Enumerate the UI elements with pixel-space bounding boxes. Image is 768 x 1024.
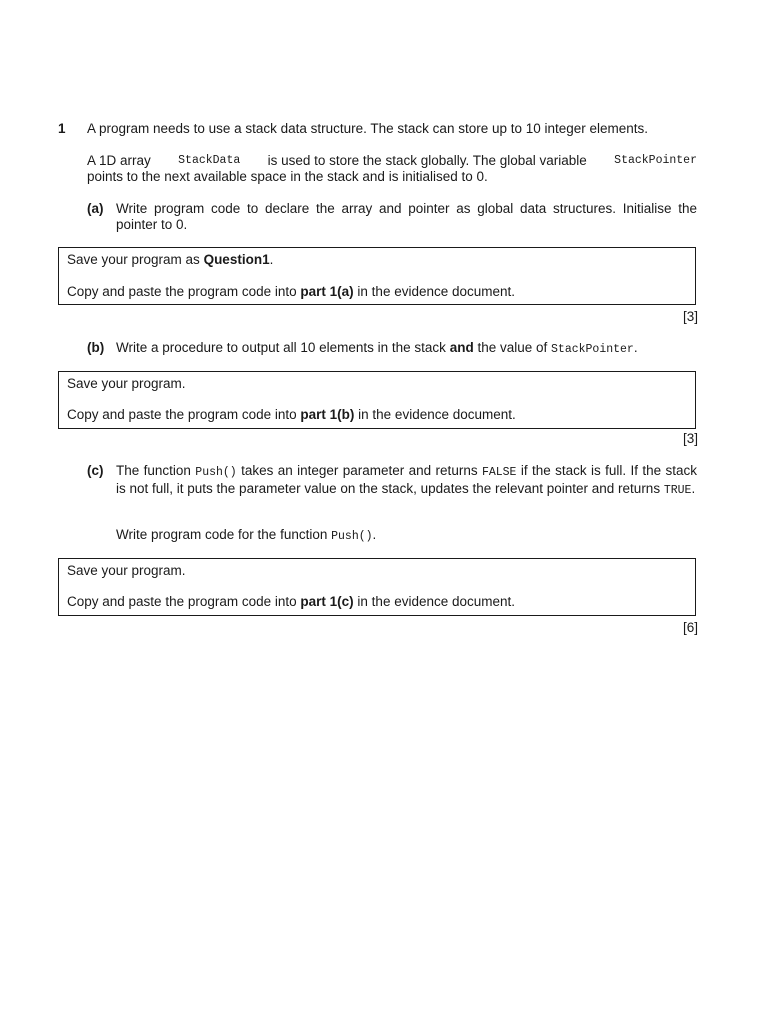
part-b-label: (b) [87, 340, 105, 355]
part-b-box-line-2: Copy and paste the program code into part 1(b) in the evidence document. [67, 407, 516, 422]
p2-text-1: A 1D array [87, 153, 151, 168]
part-a-instruction-box [58, 247, 696, 305]
p2-line-2: points to the next available space in the stack and is initialised to 0. [87, 169, 488, 184]
part-a-box-line-2: Copy and paste the program code into part 1(a) in the evidence document. [67, 284, 516, 299]
code-stackpointer-b: StackPointer [551, 343, 634, 356]
p2-text-2: is used to store the stack globally. The global variable [267, 153, 587, 168]
part-b-text: Write a procedure to output all 10 elements in the stack and the value of StackPointer. [116, 340, 638, 356]
code-false: FALSE [481, 466, 517, 479]
question-paragraph-2 [87, 153, 697, 185]
part-b-box-line-1: Save your program. [67, 376, 186, 391]
part-a-marks: [3] [682, 309, 698, 324]
question-intro: A program needs to use a stack data structure. The stack can store up to 10 integer elements. [87, 121, 649, 136]
part-c-marks: [6] [682, 620, 698, 635]
code-stackdata: StackData [178, 154, 241, 167]
part-c-box-line-1: Save your program. [67, 563, 186, 578]
code-push-2: Push() [331, 530, 373, 543]
question-number: 1 [58, 121, 66, 136]
part-a-label: (a) [87, 201, 104, 216]
part-b-marks: [3] [682, 431, 698, 446]
part-a-text: Write program code to declare the array and pointer as global data structures. Initialise the pointer to 0. [116, 201, 697, 232]
part-c-write-instruction: Write program code for the function Push(). [116, 527, 377, 543]
part-c-label: (c) [87, 463, 104, 478]
code-stackpointer: StackPointer [614, 154, 697, 167]
part-a-box-line-1: Save your program as Question1. [67, 252, 274, 267]
part-c-text: The function Push() takes an integer parameter and returns FALSE if the stack is full. If the stack is not full, it puts the parameter value on the stack, updates the relevant pointer and returns TRUE. [116, 463, 697, 497]
part-c-box-line-2: Copy and paste the program code into part 1(c) in the evidence document. [67, 594, 516, 609]
part-b-instruction-box [58, 371, 696, 429]
code-true: TRUE [663, 484, 692, 497]
part-c-instruction-box [58, 558, 696, 616]
code-push: Push() [195, 466, 237, 479]
